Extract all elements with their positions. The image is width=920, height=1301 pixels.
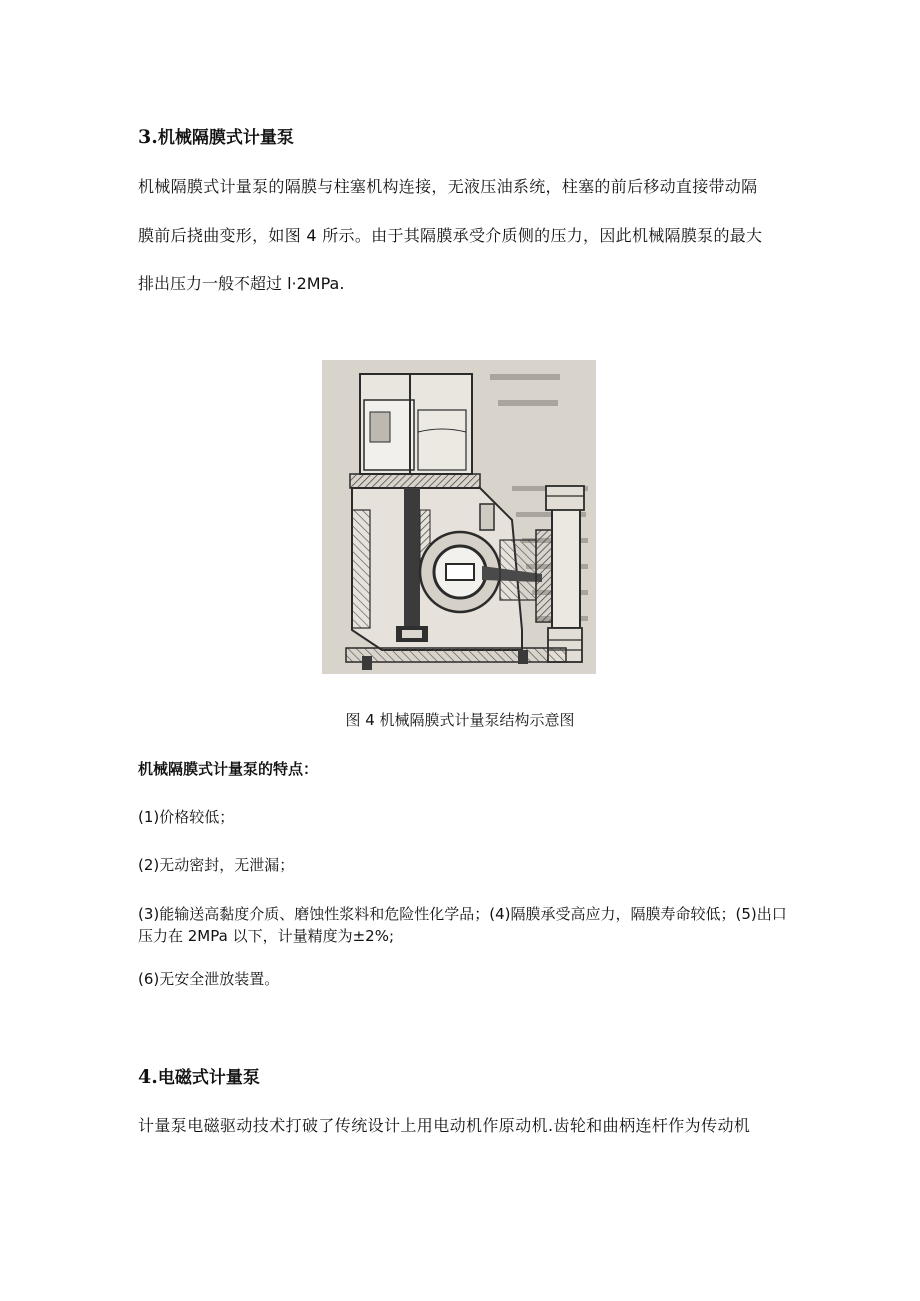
section-3-paragraph-line-3: 排出压力一般不超过 l·2MPa. xyxy=(138,274,345,293)
section-4-title: 电磁式计量泵 xyxy=(157,1068,260,1088)
section-3-heading xyxy=(138,126,294,149)
feature-item-1: (1)价格较低； xyxy=(138,808,235,826)
section-3-paragraph-line-2: 膜前后挠曲变形，如图 4 所示。由于其隔膜承受介质侧的压力，因此机械隔膜泵的最大 xyxy=(138,226,763,245)
feature-item-3: (3)能输送高黏度介质、磨蚀性浆料和危险性化学品；(4)隔膜承受高应力，隔膜寿命较低；(5)出口压力在 2MPa 以下，计量精度为±2%; xyxy=(138,905,787,945)
section-4-heading xyxy=(138,1066,260,1089)
pump-cross-section-drawing xyxy=(322,360,596,674)
feature-item-2: (2)无动密封，无泄漏； xyxy=(138,856,295,874)
section-3-number: 3. xyxy=(138,126,158,148)
figure-caption: 图 4 机械隔膜式计量泵结构示意图 xyxy=(345,711,575,729)
section-4-paragraph-line-1: 计量泵电磁驱动技术打破了传统设计上用电动机作原动机.齿轮和曲柄连杆作为传动机 xyxy=(138,1116,751,1135)
section-4-number: 4. xyxy=(138,1066,158,1088)
features-label: 机械隔膜式计量泵的特点： xyxy=(138,760,319,778)
section-3-title: 机械隔膜式计量泵 xyxy=(157,128,294,148)
feature-item-4: (6)无安全泄放装置。 xyxy=(138,970,280,988)
pump-cross-section-figure xyxy=(322,360,596,674)
section-3-paragraph-line-1: 机械隔膜式计量泵的隔膜与柱塞机构连接，无液压油系统，柱塞的前后移动直接带动隔 xyxy=(138,177,758,196)
